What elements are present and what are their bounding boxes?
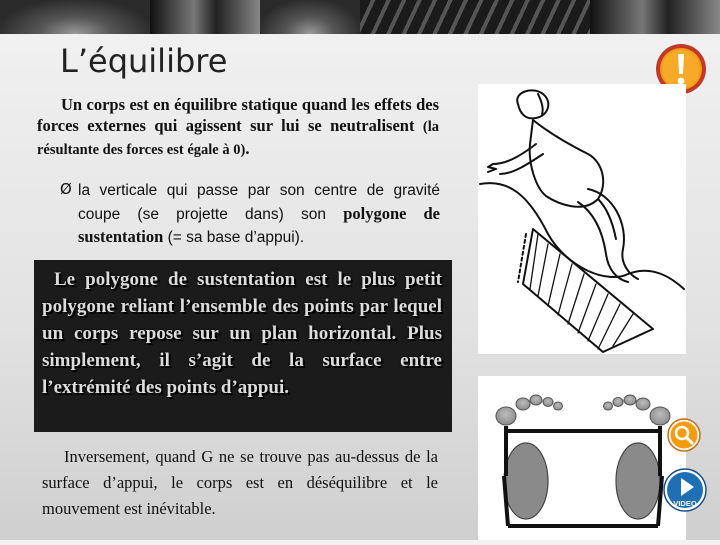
definition-period: . [245,139,250,158]
header-image-strip [0,0,720,34]
bullet-text [78,180,440,250]
bullet-bold-term: polygone de sustentation [78,203,440,246]
video-label: VIDEO [673,499,697,508]
definition-parenthetical: (la résultante des forces est égale à 0) [37,119,440,158]
arrow-bullet-icon: Ø [60,180,72,198]
page-title: L’équilibre [60,42,228,80]
support-points-diagram [478,376,686,540]
definition-main-text: Un corps est en équilibre statique quand les effets des forces externes qui agissent sur lui se neutralisent [37,95,439,135]
climber-illustration [478,84,686,354]
highlight-text: Le polygone de sustentation est le plus petit polygone reliant l’ensemble des points par lequel un corps repose sur un plan horizontal. Plus simplement, il s’agit de la surface entre l’extrémité des points d’appui. [42,269,442,398]
imbalance-paragraph: Inversement, quand G ne se trouve pas au-dessus de la surface d’appui, le corps est en déséquilibre et le mouvement est inévitable. [42,447,438,518]
video-play-icon[interactable] [663,468,707,512]
bullet-text-a: la verticale qui passe par son centre de gravité coupe (se projette dans) son [78,182,440,223]
definition-paragraph [37,94,439,161]
magnifier-icon[interactable] [667,418,701,452]
highlight-box [34,260,452,432]
bullet-text-b: (= sa base d’appui). [167,229,305,246]
